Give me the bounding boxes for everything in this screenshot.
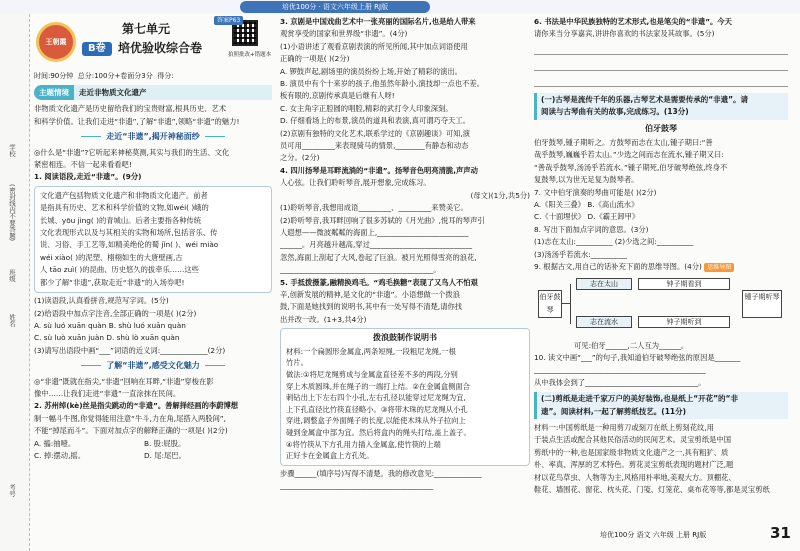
question-2: 2. 苏州绰(kè)丝是指尖跳动的“非遗”。善解择经画的李蔚博想 xyxy=(34,401,239,411)
mindmap-badge: 思维导图 xyxy=(704,263,734,272)
passage-line[interactable]: 说、习俗、手工艺等,如精美绝伦的蜀 jǐn( )、wéi miào xyxy=(40,240,219,250)
instruction-line: 穿进,调整盒子外面绳子的长度,以能使木珠从外子拉向上 xyxy=(286,416,466,426)
section-b-heading xyxy=(534,392,788,419)
column-middle xyxy=(280,16,530,493)
brand-logo: 王朝霞 xyxy=(36,22,76,62)
id-label: 考号 xyxy=(8,484,16,497)
option-c[interactable]: C. 女主角字正腔圆的唱腔,精彩的武打令人印象深刻。 xyxy=(280,103,453,113)
intro-line: 非物质文化遗产是历史留给我们的宝贵财富,根具历史、艺术 xyxy=(34,104,227,114)
passage-line: 文化表现形式以及与其相关的实物和场所,包括音乐、传 xyxy=(40,228,218,238)
text-line: 忽然,海面上刮起了大风,卷起了巨浪。被月光照得雪亮的浪花, xyxy=(280,252,477,262)
passage-box xyxy=(34,186,272,293)
story-title: 伯牙鼓琴 xyxy=(645,123,677,133)
column-right xyxy=(534,16,788,496)
instruction-title: 拨浪鼓制作说明书 xyxy=(373,333,437,343)
test-title: 培优验收综合卷 xyxy=(118,41,203,55)
question-1-2[interactable]: (2)给语段中加点字注音,全部正确的一项是( )(2分) xyxy=(34,308,197,318)
material-line: 材以花鸟草虫、人物等为主,风格用朴率地,美观大方。顶棚花、 xyxy=(534,472,736,482)
test-meta xyxy=(34,70,272,82)
intro-line: 和科学价值。让我们走进“非遗”,了解“非遗”,领略“非遗”的魅力! xyxy=(34,116,240,126)
question-7[interactable]: 7. 文中伯牙演奏的琴曲可能是( )(2分) xyxy=(534,187,657,197)
map-node-seen[interactable]: 钟子期看到 xyxy=(638,278,730,290)
section-banner xyxy=(34,85,272,100)
material-line: 材料一:中国剪纸是一种用剪刀或刻刀在纸上剪刻花纹,用 xyxy=(534,422,714,432)
fill-line[interactable]: 员可用_________来表现骑马的情景,________有静态和动态 xyxy=(280,141,469,151)
passage-line[interactable]: 长城、yōu jìng( )的青城山。后者主要指各种传统 xyxy=(40,215,202,225)
material-line: 朴、率真、浑厚的艺术特色。剪花灵宝剪纸表现的题材广泛,题 xyxy=(534,460,734,470)
map-node-heard[interactable]: 钟子期听到 xyxy=(638,316,730,328)
instruction-line: 做法:①将尼龙绳剪成与金属盒直径差不多的两段,分别 xyxy=(286,369,458,379)
text-line: (2)京剧有独特的文化艺术,联系学过的《京剧趣谈》可知,演 xyxy=(280,128,471,138)
passage-line: 都少了解“非遗”,获取走近“非遗”的入场券吧! xyxy=(40,277,185,287)
heading-line: (二)剪纸是走进千家万户的美好装饰,也是纸上“开花”的“非 xyxy=(541,394,738,404)
instruction-line: 材料:一个扁圆形金属盒,两条短绳,一段粗尼龙绳,一根 xyxy=(286,346,456,356)
story-line: 伯牙鼓琴,锺子期听之。方鼓琴而志在太山,锺子期曰:“善 xyxy=(534,138,713,148)
story-line: 哉乎鼓琴,巍巍乎若太山。”少选之间而志在流水,锺子期又曰: xyxy=(534,150,724,160)
option-b[interactable]: B. 演员中有个十来岁的孩子,他虽然年龄小,演技却一点也不差。 xyxy=(280,79,485,89)
score-field: 得分: xyxy=(157,72,174,80)
text-line: 制一幅斗牛图,你觉得能用注意“牛斗,力在角,尾搭入两股间”, xyxy=(34,413,226,423)
name-label: 姓名 xyxy=(8,314,16,327)
instruction-line: ④将竹筷从下方孔用力插入金属盒,使竹筷的上端 xyxy=(286,439,441,449)
text-line[interactable]: 正确的一项是( )(2分) xyxy=(280,54,350,64)
option-line[interactable]: C. sù luò xuān juàn D. shù lò xuān quàn xyxy=(34,333,180,343)
text-line: 观赏享受的国家和世界级“非遗”。(4分) xyxy=(280,29,408,39)
test-header xyxy=(34,16,272,68)
fill-line[interactable]: (1)志在太山:__________ (2)少选之间:__________ xyxy=(534,237,694,247)
top-banner: 培优100分 · 语文六年级上册 RJ版 xyxy=(240,1,430,13)
option-a[interactable]: A. 锣鼓声起,剧场里的演员纷纷上场,开始了精彩的演出。 xyxy=(280,66,462,76)
text-line: 辛,创新发展的精神,是文化的“非遗”。小语想做一个拨浪 xyxy=(280,289,461,299)
instruction-line: 刺钻出上下左右四个小孔,左右孔径以能穿过尼龙绳为宜, xyxy=(286,393,466,403)
option-row xyxy=(34,438,272,450)
page-footer: 培优100分 语文 六年级 上册 RJ版 xyxy=(600,531,707,539)
question-8: 8. 写出下面加点字词的意思。(3分) xyxy=(534,224,649,234)
instruction-line: 碰到金属盒中部为宜。然后将盒内的绳头打结,盖上盖子。 xyxy=(286,427,471,437)
map-conclusion[interactable]: 可见:伯牙______,二人互为______。 xyxy=(574,340,689,350)
section-title: 走近非物质文化遗产 xyxy=(74,85,272,100)
section-tag: 主题情境 xyxy=(34,85,74,100)
option-a[interactable]: A. 搐:抽噎。 xyxy=(34,438,76,448)
total-score: 总分:100分+卷面分3分 xyxy=(77,72,153,80)
fill-line[interactable]: 步骤______(填序号)写得不清楚。我的修改意见:_____________ xyxy=(280,468,482,478)
answer-line[interactable] xyxy=(534,43,788,55)
question-3: 3. 京剧是中国戏曲艺术中一张亮丽的国际名片,也是给人带来 xyxy=(280,17,476,26)
heading-line: 遗”。阅读材料,一起了解剪纸技艺。(11分) xyxy=(541,406,687,416)
answer-ref: 答案P63 xyxy=(214,16,243,25)
fill-line[interactable]: _______________________________________________ xyxy=(534,365,706,375)
passage-line[interactable]: 人 tāo zuì( )的昆曲、历史悠久的拔牵乐……这些 xyxy=(40,265,199,275)
text-line: (2)聆听琴音,我耳畔回响了很多苏轼的《月光曲》,悦耳的琴声引 xyxy=(280,215,485,225)
material-line: 于装点生活或配合其他民俗活动的民间艺术。灵宝剪纸是中国 xyxy=(534,435,732,445)
section-a-heading xyxy=(534,93,788,120)
text-line: 人心弦。让我们聆听琴音,展开想象,完成练习。 xyxy=(280,178,431,188)
class-label: 班级 xyxy=(8,269,16,282)
map-node-water: 志在流水 xyxy=(576,316,632,328)
top-strip xyxy=(0,0,800,14)
qr-caption: 拍照批改+错题本 xyxy=(228,52,272,58)
fill-line[interactable]: (1)聆听琴音,我想用成语_________、_________来赞美它。 xyxy=(280,203,468,213)
question-1: 1. 阅读语段,走近“非遗”。(9分) xyxy=(34,172,142,182)
question-9: 9. 根据古文,用自己的话补充下面的思维导图。(4分) xyxy=(534,262,702,272)
time-limit: 时间:90分钟 xyxy=(34,72,74,80)
column-left xyxy=(34,16,272,462)
volume-badge: B卷 xyxy=(82,42,112,56)
school-label: 学校 xyxy=(8,144,16,157)
material-line: 鞋花、墙围花、窗花、枕头花、门笺、灯笼花、桌布花等等,都是灵宝剪纸 xyxy=(534,484,770,494)
option-d[interactable]: D. 尾:尾巴。 xyxy=(144,450,186,460)
fill-line[interactable]: ______。月亮越升越高,穿过____________________________ xyxy=(280,240,473,250)
fill-line[interactable]: __________________________________________。 xyxy=(280,265,441,275)
mind-map xyxy=(534,276,788,338)
option-c[interactable]: C. 掉:摆动,摇。 xyxy=(34,450,85,460)
question-5: 5. 手抵拨摄篆,融精换鸡毛。“鸡毛换糖”表现了又鸟人不怕艰 xyxy=(280,277,478,287)
option-row xyxy=(34,450,272,462)
story-line: “善哉乎鼓琴,汤汤乎若流水。”锺子期死,伯牙破琴绝弦,终身不 xyxy=(534,162,728,172)
material-line: 剪纸中的一种,也是国家级非物质文化遗产之一,具有粗犷、质 xyxy=(534,447,729,457)
instruction-line: 正好卡在金属盒上方孔处。 xyxy=(286,451,374,461)
instruction-line: 上下孔直径比竹筷直径略小。③将带木珠的尼龙绳从小孔 xyxy=(286,404,468,414)
text-line: 紧密相连。不信一起来看看吧! xyxy=(34,160,132,170)
question-4: 4. 四川扬琴是耳畔流淌的“非遗”。扬琴音色明亮清脆,声声动 xyxy=(280,165,478,175)
passage-line[interactable]: 是指具有历史、艺术和科学价值的文物,如wéi( )峨的 xyxy=(40,203,209,213)
answer-line[interactable] xyxy=(534,59,788,71)
seal-note: (密封线内不要答题) xyxy=(8,184,16,242)
passage-line[interactable]: wéi xiào( )的泥塑、栩栩如生的大唐壁画,古 xyxy=(40,252,183,262)
text-line: ◎“非遗”既就在指尖,“非遗”回响在耳畔,“非遗”穿梭在影 xyxy=(34,376,214,386)
option-d[interactable]: D. 仔细看场上的布景,演员的道具和表演,真可谓巧夺天工。 xyxy=(280,116,471,126)
text-line: 请你来当分享嘉宾,讲讲你喜欢的书法家及其故事。(5分) xyxy=(534,29,715,39)
text-line: ◎什么是“非遗”?它听起来神秘莫测,其实与我们的生活、文化 xyxy=(34,147,230,157)
option-line[interactable]: C.《十面埋伏》 D.《霸王卸甲》 xyxy=(534,212,640,222)
instruction-line: 竹片。 xyxy=(286,358,308,368)
fill-line[interactable]: 人遐想——微波粼粼的海面上,_________________________ xyxy=(280,227,469,237)
subheading: 走近“非遗”,揭开神秘面纱 xyxy=(34,131,272,143)
passage-line: 文化遗产包括物质文化遗产和非物质文化遗产。前者 xyxy=(40,190,208,200)
story-line: 复鼓琴,以为世无足复为鼓琴者。 xyxy=(534,175,639,185)
map-node-mountain: 志在太山 xyxy=(576,278,632,290)
question-1-3[interactable]: (3)请写出语段中画“___”词语的近义词:_____________(2分) xyxy=(34,345,226,355)
heading-line: (一)古琴是流传千年的乐器,古琴艺术是需要传承的“非遗”。请 xyxy=(541,94,749,104)
subheading: 了解“非遗”,感受文化魅力 xyxy=(34,360,272,372)
text-line: 像中……让我们走进“非遗”一直涂抹在民间。 xyxy=(34,388,181,398)
option-b-cont: 板有眼的,京剧传承真是后继有人呀! xyxy=(280,91,395,101)
fill-line[interactable]: __________________________________________ xyxy=(280,481,434,491)
unit-title: 第七单元 xyxy=(122,22,171,36)
option-line[interactable]: A. sù luó xuān quàn B. shù luó xuān quàn xyxy=(34,320,186,330)
text-line: 之分。(2分) xyxy=(280,153,320,163)
heading-line: 阅读与古琴曲有关的故事,完成练习。(13分) xyxy=(541,107,689,117)
question-1-1: (1)读语段,认真看拼音,规范写字词。(5分) xyxy=(34,296,169,306)
instruction-box xyxy=(280,328,530,466)
question-9-row xyxy=(534,261,788,273)
question-10[interactable]: 10. 读文中画“___”的句子,我知道伯牙破琴绝弦的原因是_______ xyxy=(534,352,741,362)
fill-line[interactable]: 从中我体会到了_______________________________。 xyxy=(534,377,706,387)
page-number: 31 xyxy=(770,524,791,542)
option-line[interactable]: A.《阳关三叠》 B.《高山流水》 xyxy=(534,200,639,210)
question-6: 6. 书法是中华民族独特的艺术形式,也是笔尖的“非遗”。今天 xyxy=(534,17,732,26)
map-root: 伯牙鼓琴 xyxy=(538,290,562,318)
text-line: (1)小语讲述了观看京剧表演的所见所闻,其中加点词语使用 xyxy=(280,41,468,51)
option-b[interactable]: B. 股:屁股。 xyxy=(144,438,186,448)
binding-margin xyxy=(0,14,30,551)
score-note: (母文)(1分,共5分) xyxy=(470,190,530,200)
text-line[interactable]: 不能“掉尾而斗”。下面对加点字的解释正确的一项是( )(2分) xyxy=(34,426,228,436)
text-line: 鼓,下面是她找到的说明书,其中有一处写得不清楚,请你找 xyxy=(280,302,463,312)
answer-line[interactable] xyxy=(534,75,788,87)
text-line: 出并改一改。(1+3,共4分) xyxy=(280,314,367,324)
instruction-line: 穿上木质圆珠,并在绳子的一端打上结。②在金属盒侧面合 xyxy=(286,381,470,391)
fill-line[interactable]: (3)汤汤乎若流水:__________ xyxy=(534,249,628,259)
map-right: 锺子期听琴 xyxy=(742,290,782,318)
